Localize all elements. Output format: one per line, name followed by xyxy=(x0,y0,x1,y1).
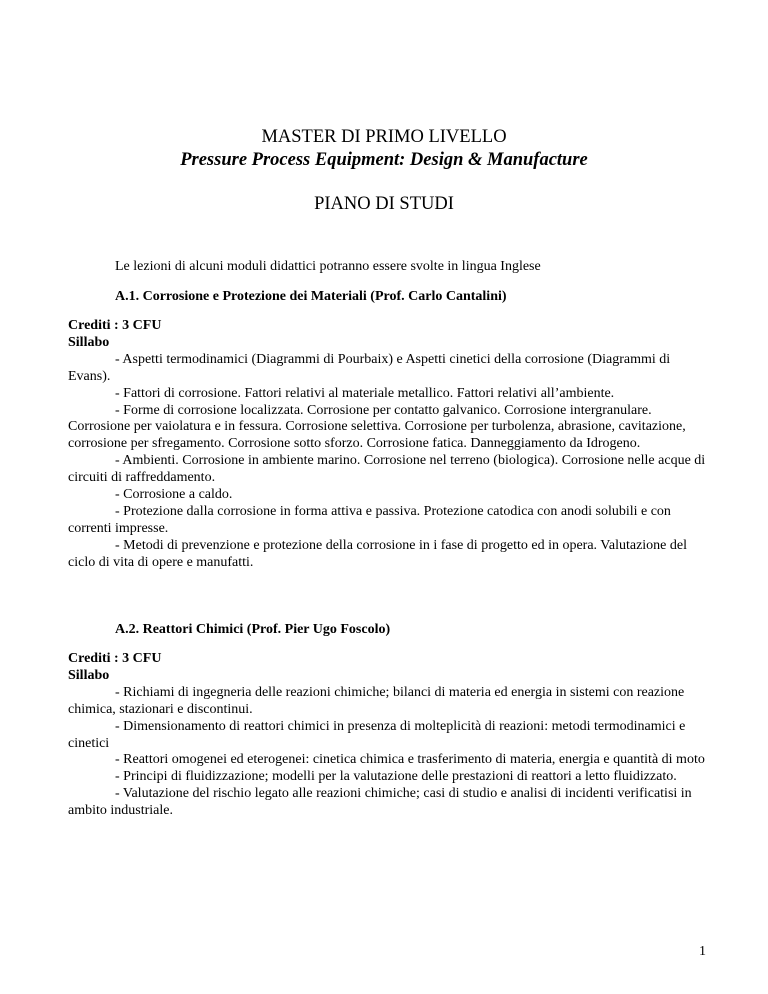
syllabus-item: - Ambienti. Corrosione in ambiente marino. Corrosione nel terreno (biologica). Corrosione nelle acque di circuiti di raffreddamento. xyxy=(68,453,706,486)
syllabus-item: - Aspetti termodinamici (Diagrammi di Pourbaix) e Aspetti cinetici della corrosione (Diagrammi di Evans). xyxy=(68,351,671,384)
syllabus-item: - Fattori di corrosione. Fattori relativi al materiale metallico. Fattori relativi all’ambiente. xyxy=(115,385,615,401)
section-title-corrosion: A.1. Corrosione e Protezione dei Materiali (Prof. Carlo Cantalini) xyxy=(115,289,507,304)
page-number: 1 xyxy=(699,944,706,959)
syllabus-item: - Forme di corrosione localizzata. Corrosione per contatto galvanico. Corrosione intergranulare. Corrosione per vaiolatura e in fessura. Corrosione selettiva. Corrosione per turbolenza, abrasione, cavitazione, corrosione per sfregamento. Corrosione sotto sforzo. Corrosione fatica. Danneggiamento da Idrogeno. xyxy=(68,402,686,452)
language-note: Le lezioni di alcuni moduli didattici potranno essere svolte in lingua Inglese xyxy=(115,259,541,274)
syllabus-item: - Corrosione a caldo. xyxy=(115,487,233,503)
master-course-title: Pressure Process Equipment: Design & Manufacture xyxy=(180,150,588,170)
section-body-reactors xyxy=(68,651,708,820)
syllabus-label: Sillabo xyxy=(68,334,110,350)
study-plan-heading: PIANO DI STUDI xyxy=(314,194,454,214)
master-level-heading: MASTER DI PRIMO LIVELLO xyxy=(261,127,507,147)
syllabus-label: Sillabo xyxy=(68,667,110,683)
syllabus-item: - Dimensionamento di reattori chimici in presenza di molteplicità di reazioni: metodi termodinamici e cinetici xyxy=(68,718,686,751)
credits-label: Crediti : 3 CFU xyxy=(68,318,162,333)
syllabus-item: - Valutazione del rischio legato alle reazioni chimiche; casi di studio e analisi di incidenti verificatisi in ambito industriale. xyxy=(68,786,692,819)
section-body-corrosion xyxy=(68,318,708,572)
syllabus-item: - Reattori omogenei ed eterogenei: cinetica chimica e trasferimento di materia, energia e quantità di moto xyxy=(115,752,705,768)
section-title-reactors: A.2. Reattori Chimici (Prof. Pier Ugo Foscolo) xyxy=(115,622,391,637)
syllabus-item: - Protezione dalla corrosione in forma attiva e passiva. Protezione catodica con anodi solubili e con correnti impresse. xyxy=(68,503,671,536)
syllabus-item: - Metodi di prevenzione e protezione della corrosione in i fase di progetto ed in opera. Valutazione del ciclo di vita di opere e manufatti. xyxy=(68,537,687,570)
syllabus-item: - Richiami di ingegneria delle reazioni chimiche; bilanci di materia ed energia in sistemi con reazione chimica, stazionari e discontinui. xyxy=(68,684,685,717)
syllabus-item: - Principi di fluidizzazione; modelli per la valutazione delle prestazioni di reattori a letto fluidizzato. xyxy=(115,769,677,785)
credits-label: Crediti : 3 CFU xyxy=(68,651,162,666)
